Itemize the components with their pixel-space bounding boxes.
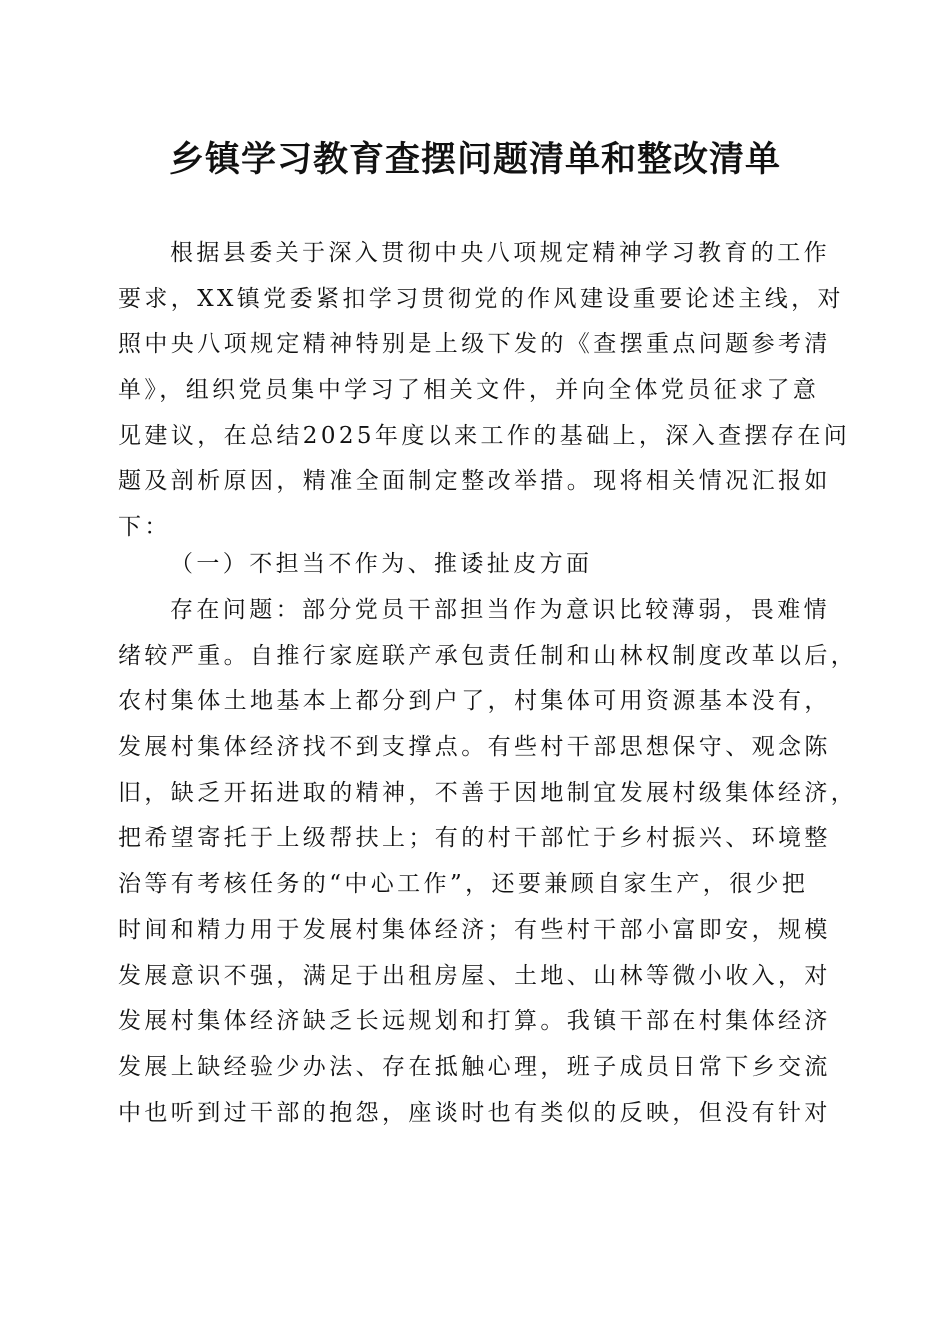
section-line: 中也听到过干部的抱怨，座谈时也有类似的反映，但没有针对 [118, 1099, 831, 1126]
intro-line: 根据县委关于深入贯彻中央八项规定精神学习教育的工作 [170, 240, 830, 266]
section-paragraph [118, 588, 858, 1136]
section-line: 治等有考核任务的“中心工作”，还要兼顾自家生产，很少把 [118, 871, 809, 898]
document-title: 乡镇学习教育查摆问题清单和整改清单 [168, 139, 781, 180]
section-line: 旧，缺乏开拓进取的精神，不善于因地制宜发展村级集体经济， [118, 779, 858, 806]
section-line: 绪较严重。自推行家庭联产承包责任制和山林权制度改革以后， [118, 642, 858, 669]
section-line: 发展意识不强，满足于出租房屋、土地、山林等微小收入，对 [118, 962, 831, 989]
intro-line: 下： [118, 514, 171, 541]
section-line: 发展村集体经济缺乏长远规划和打算。我镇干部在村集体经济 [118, 1008, 831, 1035]
section-line: 农村集体土地基本上都分到户了，村集体可用资源基本没有， [118, 688, 831, 715]
section-heading-block [118, 542, 838, 588]
section-line: 发展上缺经验少办法、存在抵触心理，班子成员日常下乡交流 [118, 1053, 831, 1080]
intro-line: 照中央八项规定精神特别是上级下发的《查摆重点问题参考清 [118, 331, 831, 358]
intro-paragraph [118, 231, 851, 551]
intro-line: 要求，XX镇党委紧扣学习贯彻党的作风建设重要论述主线，对 [118, 285, 844, 312]
section-line: 把希望寄托于上级帮扶上；有的村干部忙于乡村振兴、环境整 [118, 825, 831, 852]
intro-line: 见建议，在总结2025年度以来工作的基础上，深入查摆存在问 [118, 422, 851, 449]
section-heading: （一）不担当不作为、推诿扯皮方面 [170, 551, 593, 577]
intro-line: 题及剖析原因，精准全面制定整改举措。现将相关情况汇报如 [118, 468, 831, 495]
section-line: 发展村集体经济找不到支撑点。有些村干部思想保守、观念陈 [118, 734, 831, 761]
intro-line: 单》，组织党员集中学习了相关文件，并向全体党员征求了意 [118, 377, 820, 404]
section-line: 时间和精力用于发展村集体经济；有些村干部小富即安，规模 [118, 916, 831, 943]
section-line: 存在问题：部分党员干部担当作为意识比较薄弱，畏难情 [170, 597, 830, 623]
